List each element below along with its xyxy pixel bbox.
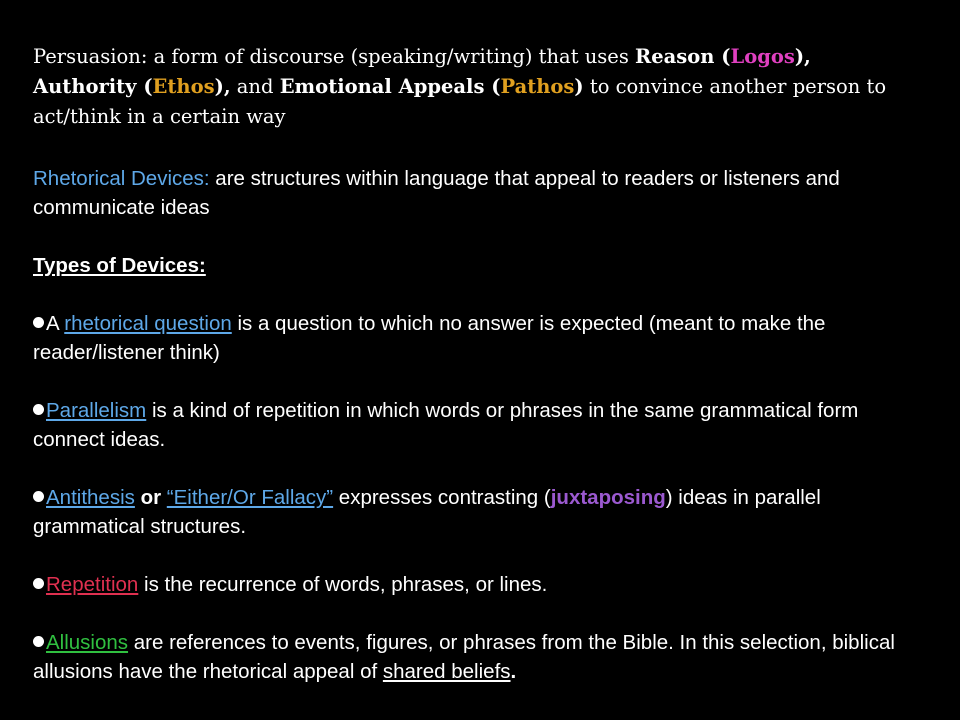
device-rhetorical-question [33,309,933,367]
antithesis-or: or [134,486,167,509]
and-text: and [230,75,280,98]
types-heading: Types of Devices: [33,254,206,277]
ethos-term: Ethos [152,75,215,98]
paren-open-2: ( [136,75,153,98]
parallelism-link[interactable]: Parallelism [46,399,147,422]
either-or-fallacy-link[interactable]: “Either/Or Fallacy” [166,486,334,509]
bullet-icon [33,404,44,415]
reason-term: Reason [635,45,715,68]
bullet-icon [33,491,44,502]
bullet-icon [33,636,44,647]
device-repetition [33,570,933,599]
persuasion-lead: Persuasion: a form of discourse (speaking/writing) that uses [33,45,636,68]
shared-beliefs: shared beliefs [382,660,511,683]
paren-close-3: ) [574,75,584,98]
antithesis-link[interactable]: Antithesis [46,486,135,509]
paren-close-2: ), [214,75,231,98]
juxtaposing-term: juxtaposing [550,486,666,509]
allusions-link[interactable]: Allusions [46,631,129,654]
question-pre: A [46,312,65,335]
authority-term: Authority [33,75,137,98]
device-allusions [33,628,933,686]
rhetorical-devices-label: Rhetorical Devices: [33,167,210,190]
devices-body [33,164,933,686]
emotional-term: Emotional Appeals [279,75,485,98]
device-parallelism [33,396,933,454]
repetition-definition: is the recurrence of words, phrases, or lines. [138,573,548,596]
paren-open-3: ( [484,75,501,98]
device-antithesis [33,483,933,541]
persuasion-tail: to convince another person to act/think in a certain way [33,75,887,128]
rhetorical-question-link[interactable]: rhetorical question [64,312,232,335]
persuasion-definition [33,42,933,132]
antithesis-text-1: expresses contrasting ( [333,486,551,509]
bullet-icon [33,578,44,589]
paren-open-1: ( [714,45,731,68]
question-definition: is a question to which no answer is expected (meant to make the reader/listener think) [33,312,826,364]
antithesis-text-2: ) ideas in parallel grammatical structures. [33,486,821,538]
types-heading-line [33,251,933,280]
logos-term: Logos [730,45,795,68]
paren-close-1: ), [794,45,811,68]
repetition-link[interactable]: Repetition [46,573,139,596]
rhetorical-devices-text: are structures within language that appeal to readers or listeners and communicate ideas [33,167,840,219]
bullet-icon [33,317,44,328]
allusions-period: . [510,660,517,683]
parallelism-definition: is a kind of repetition in which words or phrases in the same grammatical form connect ideas. [33,399,859,451]
pathos-term: Pathos [500,75,575,98]
rhetorical-devices-definition [33,164,933,222]
allusions-definition: are references to events, figures, or phrases from the Bible. In this selection, biblical allusions have the rhetorical appeal of [33,631,895,683]
